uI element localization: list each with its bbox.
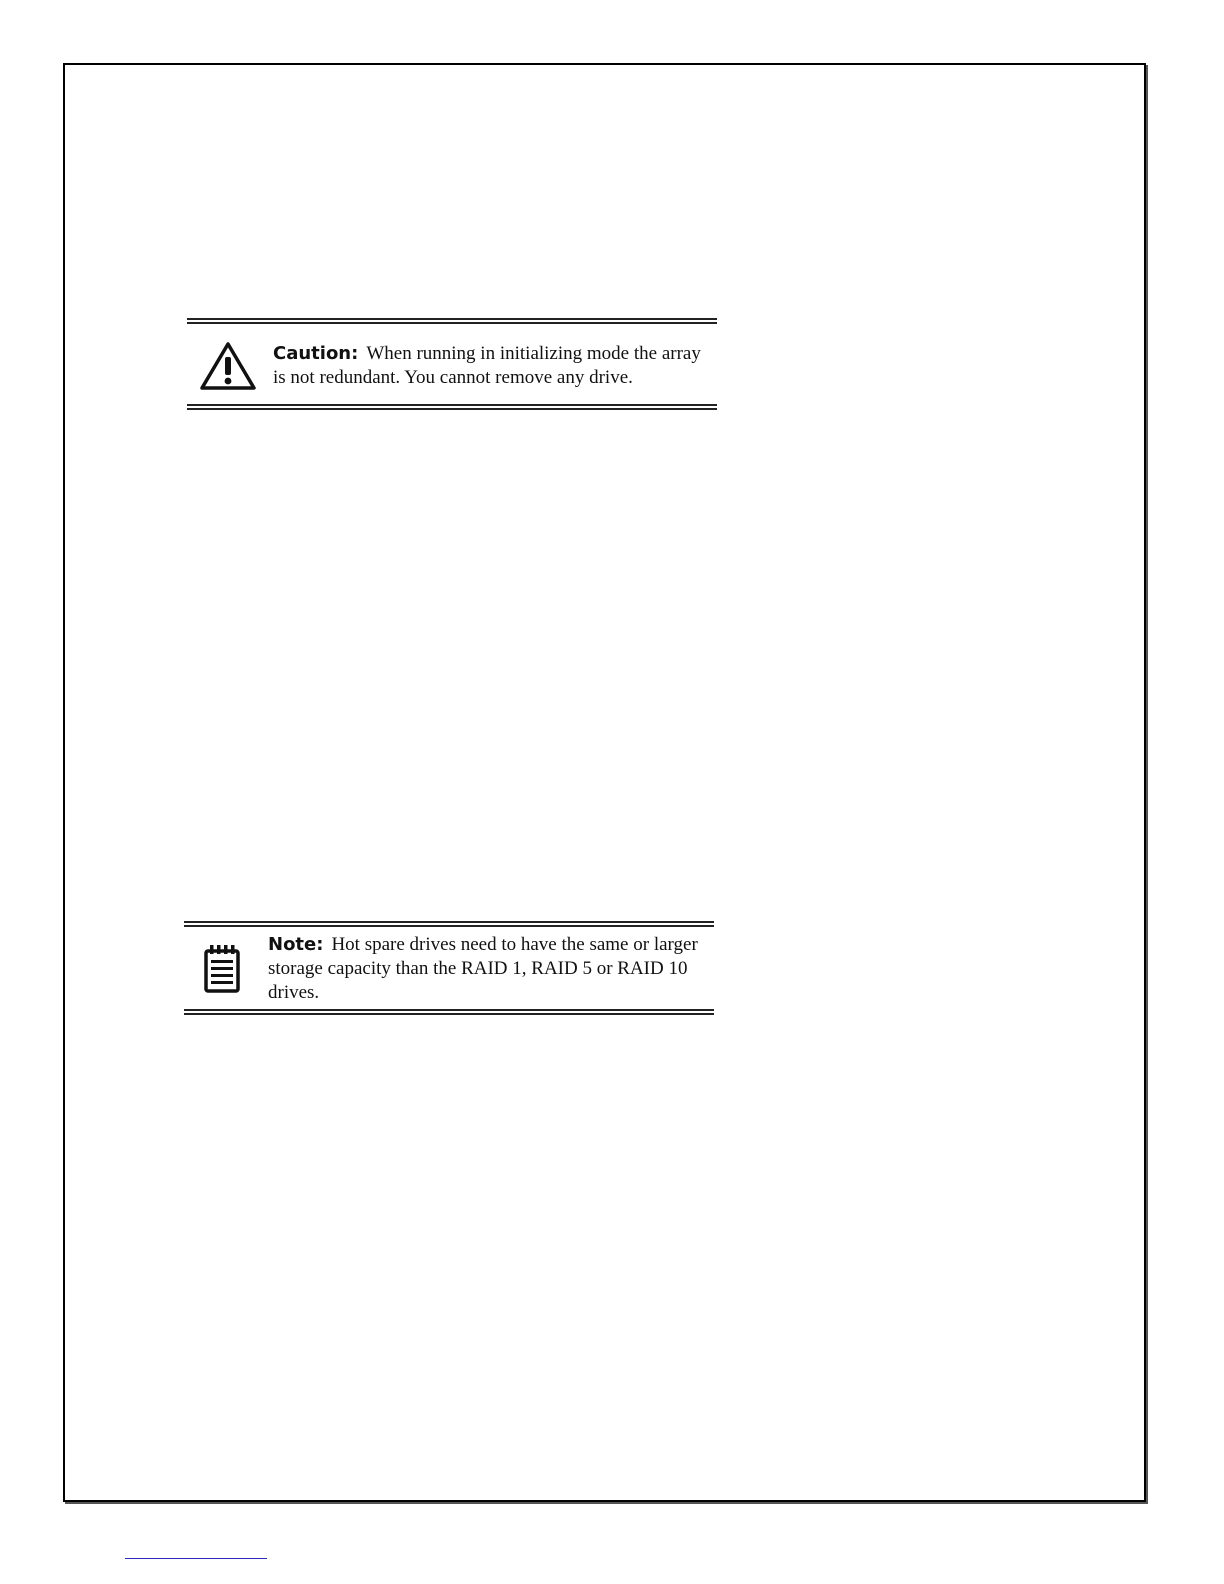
caution-callout [187, 318, 717, 410]
caution-text-block [273, 342, 717, 390]
warning-triangle-icon [195, 336, 261, 396]
note-label: Note: [268, 934, 324, 955]
caution-bottom-rule [187, 404, 717, 410]
caution-body [187, 324, 717, 404]
note-message: Hot spare drives need to have the same or larger storage capacity than the RAID 1, RAID 5 or RAID 10 drives. [268, 934, 698, 1003]
notepad-icon [200, 941, 244, 997]
note-body [184, 927, 714, 1009]
footer-link-underline[interactable] [125, 1558, 267, 1559]
note-text-block [268, 933, 714, 1005]
page-frame [63, 63, 1146, 1502]
caution-message: When running in initializing mode the array is not redundant. You cannot remove any drive. [273, 342, 701, 388]
note-bottom-rule [184, 1009, 714, 1015]
note-callout [184, 921, 714, 1015]
caution-label: Caution: [273, 342, 359, 364]
